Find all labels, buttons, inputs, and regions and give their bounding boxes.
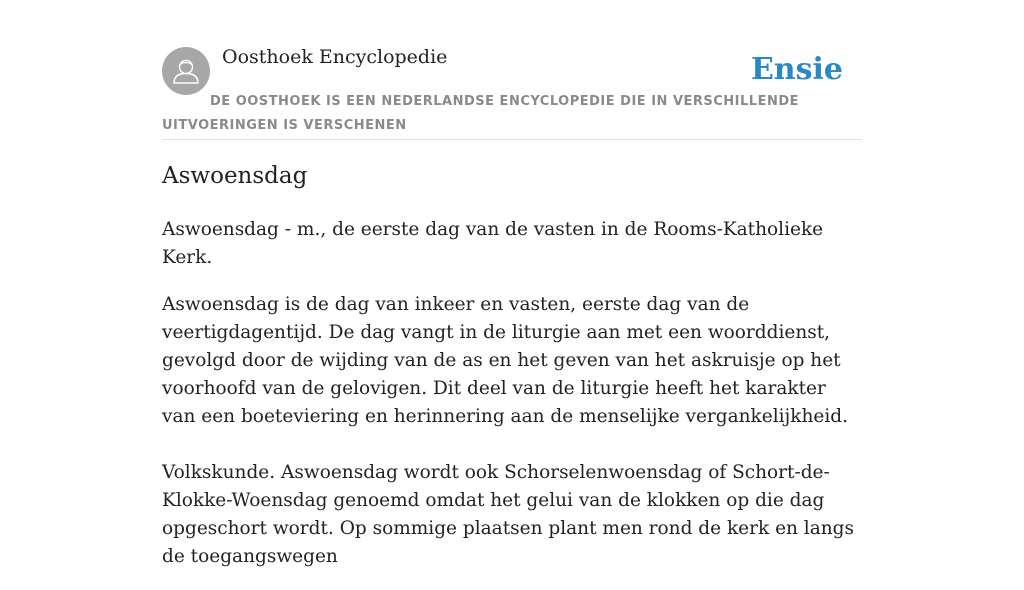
user-icon	[162, 47, 210, 95]
article-paragraph: Aswoensdag is de dag van inkeer en vasten, eerste dag van de veertigdagentijd. De dag vangt in de liturgie aan met een woorddienst, gevolgd door de wijding van de as en het geven van het askruisje op het voorhoofd van de gelovigen. Dit deel van de liturgie heeft het karakter van een boeteviering en herinnering aan de menselijke vergankelijkheid.	[162, 294, 848, 427]
site-tagline: DE OOSTHOEK IS EEN NEDERLANDSE ENCYCLOPEDIE DIE IN VERSCHILLENDE UITVOERINGEN IS VERSCHENEN	[162, 94, 800, 133]
brand-logo[interactable]: Ensie	[750, 52, 843, 87]
article-paragraph: Volkskunde. Aswoensdag wordt ook Schorselenwoensdag of Schort-de-Klokke-Woensdag genoemd omdat het gelui van de klokken op die dag opgeschort wordt. Op sommige plaatsen plant men rond de kerk en langs de toegangswegen	[162, 462, 855, 567]
page-container	[162, 0, 862, 567]
site-header	[162, 0, 862, 140]
article-paragraph: Aswoensdag - m., de eerste dag van de vasten in de Rooms-Katholieke Kerk.	[162, 219, 824, 268]
article-body	[162, 216, 862, 590]
site-name[interactable]: Oosthoek Encyclopedie	[222, 46, 448, 68]
avatar[interactable]	[162, 47, 210, 95]
article-title: Aswoensdag	[162, 163, 308, 189]
